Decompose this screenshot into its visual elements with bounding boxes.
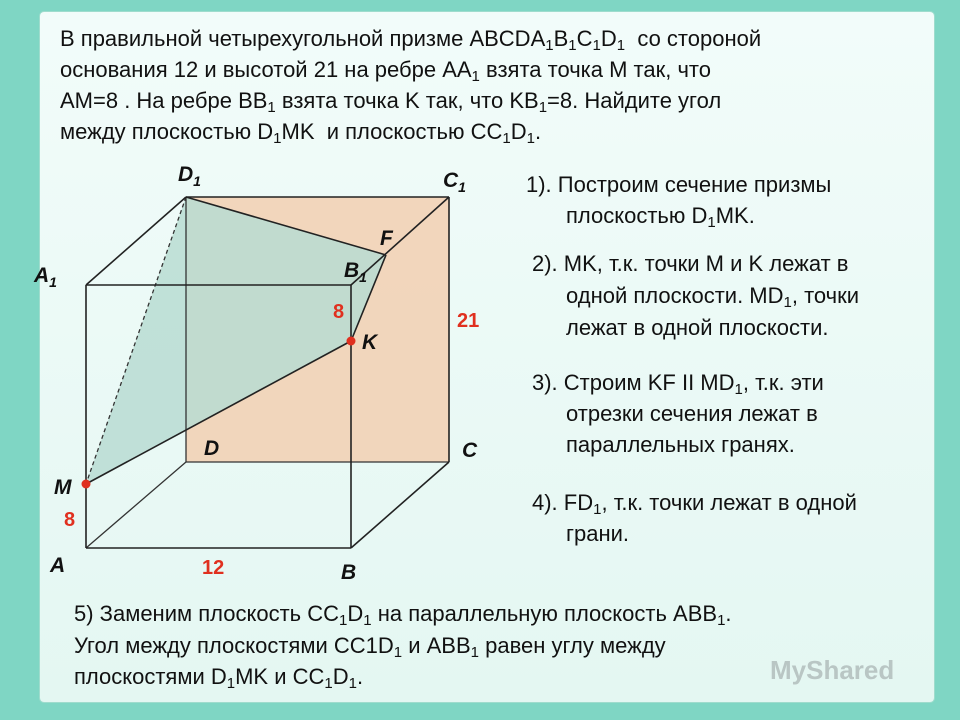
label-f: F	[380, 227, 393, 250]
label-d1: $D_1$	[178, 163, 201, 189]
step-1-line-2: плоскостью $D_1MK$.	[566, 203, 755, 231]
measure-side: 12	[202, 557, 225, 579]
problem-line-3: AM=8 . На ребре $BB_1$ взята точка K так, что $KB_1=8$. Найдите угол	[60, 88, 722, 116]
label-c: C	[462, 439, 478, 462]
step-3-line-3: параллельных гранях.	[566, 432, 795, 457]
watermark: MyShared	[770, 655, 895, 685]
step-2-line-3: лежат в одной плоскости.	[566, 315, 829, 340]
label-b: B	[341, 561, 357, 584]
step-3-line-1: 3). Строим KF II $MD_1$, т.к. эти	[532, 370, 824, 398]
step-5-line-2: Угол между плоскостями $CC1D_1$ и $ABB_1$ равен углу между	[74, 633, 666, 661]
step-4-line-2: грани.	[566, 521, 630, 546]
label-d: D	[204, 437, 220, 460]
step-2-line-2: одной плоскости. $MD_1$, точки	[566, 283, 860, 311]
problem-line-2: основания 12 и высотой 21 на ребре $AA_1$ взята точка M так, что	[60, 57, 711, 85]
step-5-line-3: плоскостями $D_1MK$ и $CC_1D_1$.	[74, 664, 364, 692]
step-2-line-1: 2). MK, т.к. точки M и K лежат в	[532, 251, 849, 276]
point-k	[347, 337, 356, 346]
label-a: A	[50, 554, 66, 577]
label-k: K	[362, 331, 378, 354]
label-a1: $A_1$	[34, 264, 57, 290]
point-m	[82, 480, 91, 489]
step-4-line-1: 4). $FD_1$, т.к. точки лежат в одной	[532, 490, 857, 518]
label-m: M	[54, 476, 72, 499]
problem-line-1: В правильной четырехугольной призме $ABCDA_1B_1C_1D_1$ со стороной	[60, 26, 762, 54]
step-3-line-2: отрезки сечения лежат в	[566, 401, 818, 426]
step-5-line-1: 5) Заменим плоскость $CC_1D_1$ на параллельную плоскость $ABB_1$.	[74, 601, 732, 629]
measure-height: 21	[457, 310, 480, 332]
edge-b-c	[351, 462, 449, 548]
measure-kb1: 8	[333, 301, 345, 323]
label-b1: $B_1$	[344, 259, 367, 285]
step-1-line-1: 1). Построим сечение призмы	[526, 172, 832, 197]
measure-am: 8	[64, 509, 76, 531]
problem-line-4: между плоскостью $D_1MK$ и плоскостью $CC_1D_1$.	[60, 119, 542, 147]
label-c1: $C_1$	[443, 169, 466, 195]
